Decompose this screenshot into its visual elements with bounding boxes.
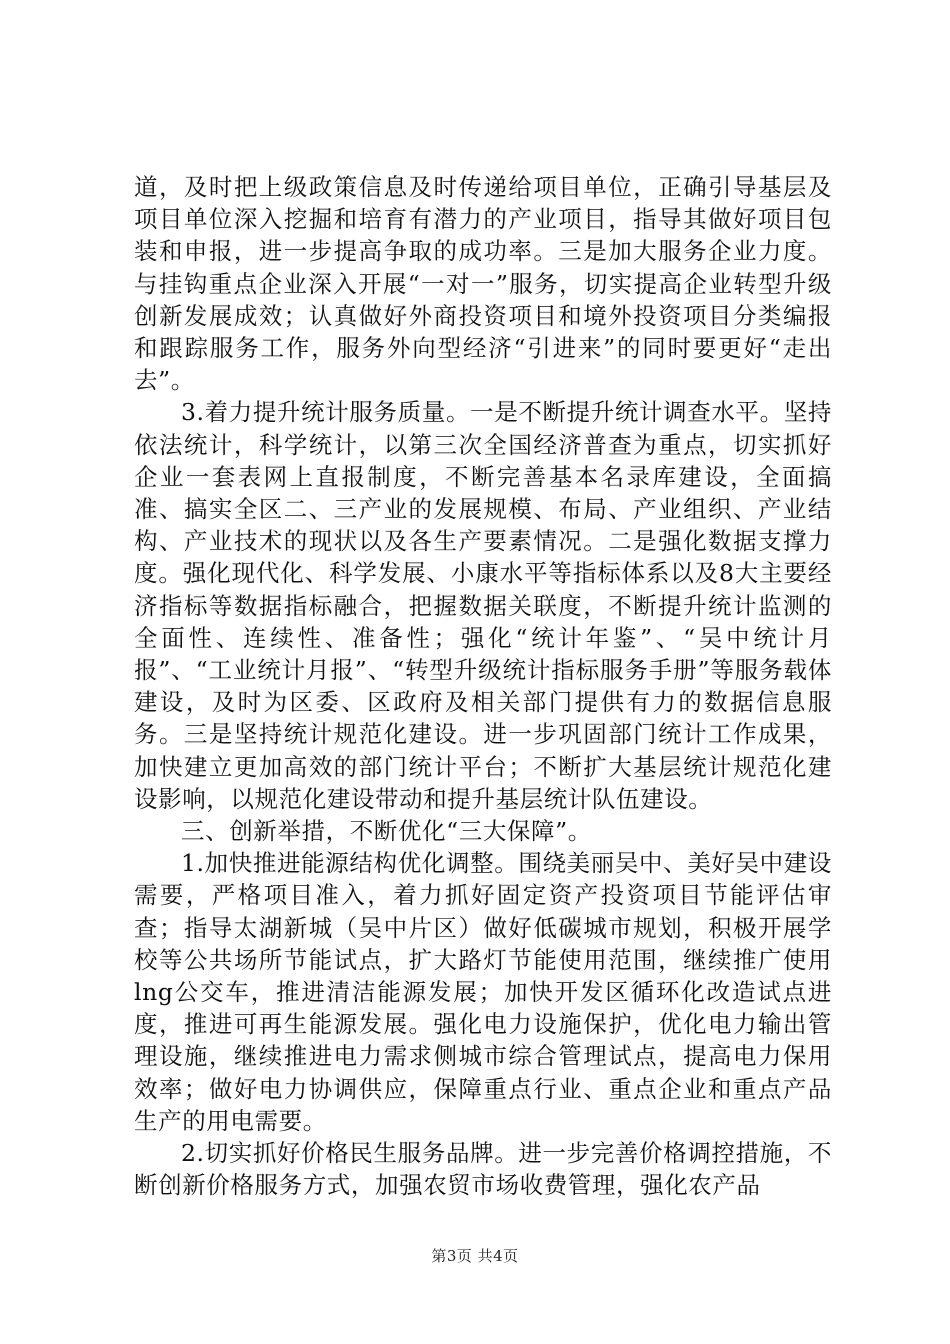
paragraph-5: 2.切实抓好价格民生服务品牌。进一步完善价格调控措施，不断创新价格服务方式，加强农贸市场收费管理，强化农产品	[134, 1139, 832, 1200]
paragraph-4: 1.加快推进能源结构优化调整。围绕美丽吴中、美好吴中建设需要，严格项目准入，着力抓好固定资产投资项目节能评估审查；指导太湖新城（吴中片区）做好低碳城市规划，积极开展学校等公共场所节能试点，扩大路灯节能使用范围，继续推广使用lng公交车，推进清洁能源发展；加快开发区循环化改造试点进度，推进可再生能源发展。强化电力设施保护，优化电力输出管理设施，继续推进电力需求侧城市综合管理试点，提高电力保用效率；做好电力协调供应，保障重点行业、重点企业和重点产品生产的用电需要。	[134, 849, 832, 1135]
paragraph-1: 道，及时把上级政策信息及时传递给项目单位，正确引导基层及项目单位深入挖掘和培育有潜力的产业项目，指导其做好项目包装和申报，进一步提高争取的成功率。三是加大服务企业力度。与挂钩重点企业深入开展“一对一”服务，切实提高企业转型升级创新发展成效；认真做好外商投资项目和境外投资项目分类编报和跟踪服务工作，服务外向型经济“引进来”的同时要更好“走出去”。	[134, 173, 832, 395]
document-body	[134, 171, 832, 1202]
paragraph-2: 3.着力提升统计服务质量。一是不断提升统计调查水平。坚持依法统计，科学统计，以第三次全国经济普查为重点，切实抓好企业一套表网上直报制度，不断完善基本名录库建设，全面搞准、搞实全区二、三产业的发展规模、布局、产业组织、产业结构、产业技术的现状以及各生产要素情况。二是强化数据支撑力度。强化现代化、科学发展、小康水平等指标体系以及8大主要经济指标等数据指标融合，把握数据关联度，不断提升统计监测的全面性、连续性、准备性；强化“统计年鉴”、“吴中统计月报”、“工业统计月报”、“转型升级统计指标服务手册”等服务载体建设，及时为区委、区政府及相关部门提供有力的数据信息服务。三是坚持统计规范化建设。进一步巩固部门统计工作成果，加快建立更加高效的部门统计平台；不断扩大基层统计规范化建设影响，以规范化建设带动和提升基层统计队伍建设。	[134, 398, 832, 813]
page-number-footer: 第3页 共4页	[431, 1247, 519, 1265]
section-heading-3: 三、创新举措，不断优化“三大保障”。	[181, 817, 592, 846]
